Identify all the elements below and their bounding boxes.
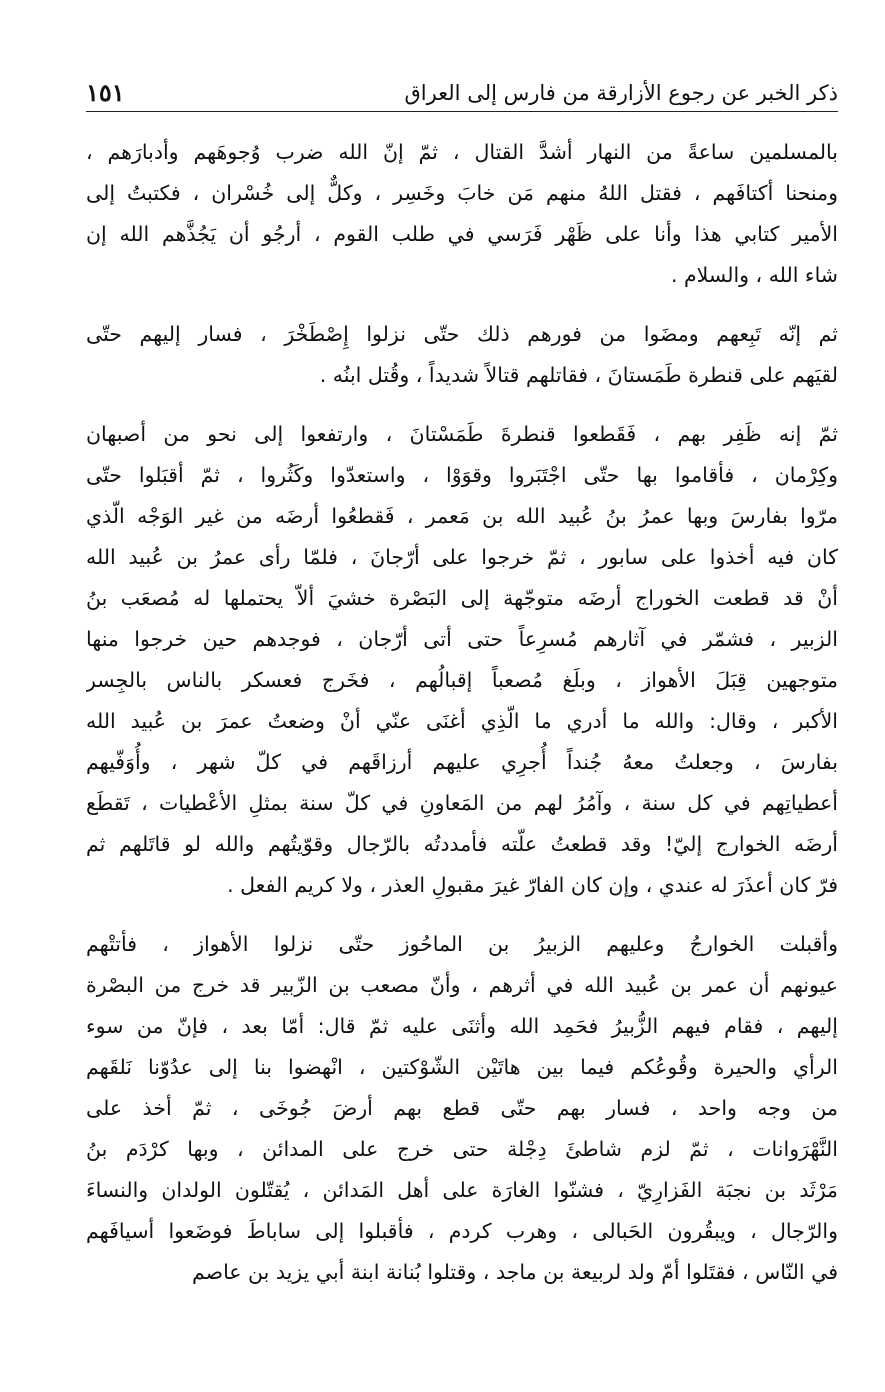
text-line: الأكبر ، وقال: والله ما أدري ما الّذِي أغنَى عنّي أنْ وضعتُ عمرَ بن عُبيد الله [86,709,838,733]
text-line: أنْ قد قطعت الخوراج أرضَه متوجّهة إلى البَصْرة خشيَ ألاّ يحتملها له مُصعَب بنُ [86,586,838,610]
text-line: النَّهْرَوانات ، ثمّ لزم شاطئَ دِجْلة حتى خرج على المدائن ، وبها كرْدَم بنُ [86,1137,838,1161]
page-number: ١٥١ [86,78,125,107]
text-line: والرّجال ، ويبقُرون الحَبالى ، وهرب كردم ، فأقبلوا إلى ساباطَ فوضَعوا أسيافَهم [86,1219,838,1243]
text-line: لقيَهم على قنطرة طَمَستانَ ، فقاتلهم قتالاً شديداً ، وقُتل ابنُه . [319,363,838,387]
paragraph [86,414,838,906]
text-line: وكِرْمان ، فأقاموا بها حتّى اجْتَبَروا وقوَوْا ، واستعدّوا وكَثُروا ، ثمّ أقبَلوا حتّى [86,463,838,487]
text-line: ثم إنّه تَبِعهم ومضَوا من فورهم ذلك حتّى نزلوا إِصْطَخْرَ ، فسار إليهم حتّى [86,322,838,346]
text-line: عيونهم أن عمر بن عُبيد الله في أثرهم ، وأنّ مصعب بن الزّبير قد خرج من البصْرة [86,973,838,997]
text-line: وأقبلت الخوارجُ وعليهم الزبيرُ بن الماحُوز حتّى نزلوا الأهواز ، فأتتْهم [86,932,838,956]
text-line: أعطياتِهم في كل سنة ، وآمُرُ لهم من المَعاونِ في كلّ سنة بمثلِ الأعْطيات ، تَقطَع [86,791,838,815]
chapter-title: ذكر الخبر عن رجوع الأزارقة من فارس إلى العراق [404,81,838,105]
text-line: مَرْثَد بن نجبَة الفَزارِيّ ، فشنّوا الغارَة على أهل المَدائن ، يُقتّلون الولدان والنساءَ [86,1178,838,1202]
text-line: من وجه واحد ، فسار بهم حتّى قطع بهم أرضَ جُوخَى ، ثمّ أخذ على [86,1096,838,1120]
text-line: أرضَه الخوارج إليّ! وقد قطعتُ علّته فأمددتُه بالرّجال وقوّيتُهم والله لو قاتَلهم ثم [86,832,838,856]
text-line: الأمير كتابي هذا وأنا على ظَهْر فَرَسي في طلب القوم ، أرجُو أن يَجُذَّهم الله إن [86,222,838,246]
text-line: ومنحنا أكتافَهم ، فقتل اللهُ منهم مَن خابَ وخَسِر ، وكلٌّ إلى خُسْران ، فكتبتُ إلى [86,181,838,205]
running-header [86,62,838,108]
text-line: ثمّ إنه ظَفِر بهم ، فَقَطعوا قنطرةَ طَمَسْتانَ ، وارتفعوا إلى نحو من أصبهان [86,422,838,446]
main-text [86,132,838,1293]
text-line: الزبير ، فشمّر في آثارهم مُسرِعاً حتى أتى أرّجان ، فوجدهم حين خرجوا منها [86,627,838,651]
text-line: كان فيه أخذوا على سابور ، ثمّ خرجوا على أرّجانَ ، فلمّا رأى عمرُ بن عُبيد الله [86,545,838,569]
paragraph [86,314,838,396]
text-line: مرّوا بفارسَ وبها عمرُ بنُ عُبيد الله بن مَعمر ، فَقطعُوا أرضَه من غير الوَجْه الّذي [86,504,838,528]
text-line: الرأي والحيرة وقُوعُكم فيما بين هاتَيْن الشّوْكتين ، انْهضوا بنا إلى عدُوّنا نَلقَهم [86,1055,838,1079]
text-line: بالمسلمين ساعةً من النهار أشدَّ القتال ، ثمّ إنّ الله ضرب وُجوهَهم وأدبارَهم ، [86,140,838,164]
text-line: إليهم ، فقام فيهم الزُّبيرُ فحَمِد الله وأثنَى عليه ثمّ قال: أمّا بعد ، فإنّ من سوء [86,1014,838,1038]
text-line: في النّاس ، فقتَلوا أمّ ولد لربيعة بن ماجد ، وقتلوا بُنانة ابنة أبي يزيد بن عاصم [192,1260,838,1284]
paragraph [86,924,838,1293]
text-line: فرّ كان أعذَرَ له عندي ، وإن كان الفارّ غيرَ مقبولِ العذر ، ولا كريم الفعل . [227,873,838,897]
text-line: متوجهين قِبَلَ الأهواز ، وبلَغ مُصعباً إقبالُهم ، فخَرج فعسكر بالناس بالجِسر [86,668,838,692]
header-divider [86,111,838,112]
text-line: شاء الله ، والسلام . [670,263,838,287]
text-line: بفارسَ ، وجعلتُ معهُ جُنداً أُجرِي عليهم أرزاقَهم في كلّ شهر ، وأُوَفّيهم [86,750,838,774]
paragraph [86,132,838,296]
